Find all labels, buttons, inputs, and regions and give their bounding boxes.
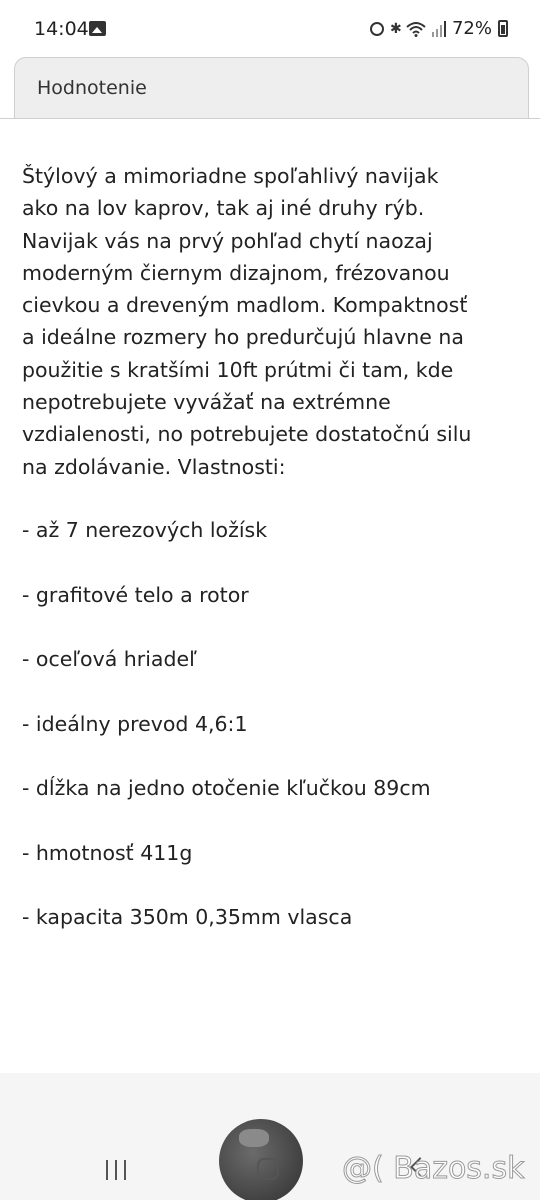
watermark: @( Bazos.sk — [342, 1151, 525, 1186]
description-line: na zdolávanie. Vlastnosti: — [22, 454, 286, 479]
status-bar — [0, 0, 540, 60]
description-line: vzdialenosti, no potrebujete dostatočnú silu — [22, 422, 472, 447]
description-line: a ideálne rozmery ho predurčujú hlavne na — [22, 325, 464, 350]
list-item: - hmotnosť 411g — [22, 840, 193, 865]
recent-apps-icon[interactable] — [106, 1160, 128, 1180]
description-line: cievkou a dreveným madlom. Kompaktnosť — [22, 293, 468, 318]
description-line: nepotrebujete vyvážať na extrémne — [22, 390, 391, 415]
home-icon[interactable] — [257, 1158, 279, 1180]
gallery-icon — [89, 21, 106, 36]
status-icons — [370, 18, 508, 39]
description-line: ako na lov kaprov, tak aj iné druhy rýb. — [22, 196, 425, 221]
battery-icon — [498, 20, 508, 37]
list-item: - oceľová hriadeľ — [22, 647, 197, 671]
list-item: - kapacita 350m 0,35mm vlasca — [22, 905, 353, 929]
status-time: 14:04 — [34, 18, 89, 40]
tab-label: Hodnotenie — [37, 77, 147, 99]
battery-percent: 72% — [451, 18, 492, 39]
list-item: - dĺžka na jedno otočenie kľučkou 89cm — [22, 776, 431, 800]
description-line: moderným čiernym dizajnom, frézovanou — [22, 260, 450, 285]
list-item: - ideálny prevod 4,6:1 — [22, 711, 248, 736]
wifi-icon — [406, 21, 426, 37]
tab-bar — [0, 57, 540, 120]
list-item: - až 7 nerezových ložísk — [22, 518, 268, 542]
signal-icon — [432, 21, 446, 37]
feature-list — [22, 514, 522, 966]
tab-hodnotenie[interactable] — [14, 57, 529, 119]
tab-divider — [0, 118, 540, 119]
bluetooth-icon: ✱ — [389, 20, 402, 37]
alarm-icon — [370, 22, 384, 36]
description-text — [22, 160, 522, 483]
description-line: použitie s kratšími 10ft prútmi či tam, kde — [22, 357, 454, 382]
description-line: Navijak vás na prvý pohľad chytí naozaj — [22, 228, 433, 253]
description-line: Štýlový a mimoriadne spoľahlivý navijak — [22, 164, 439, 188]
list-item: - grafitové telo a rotor — [22, 582, 249, 607]
